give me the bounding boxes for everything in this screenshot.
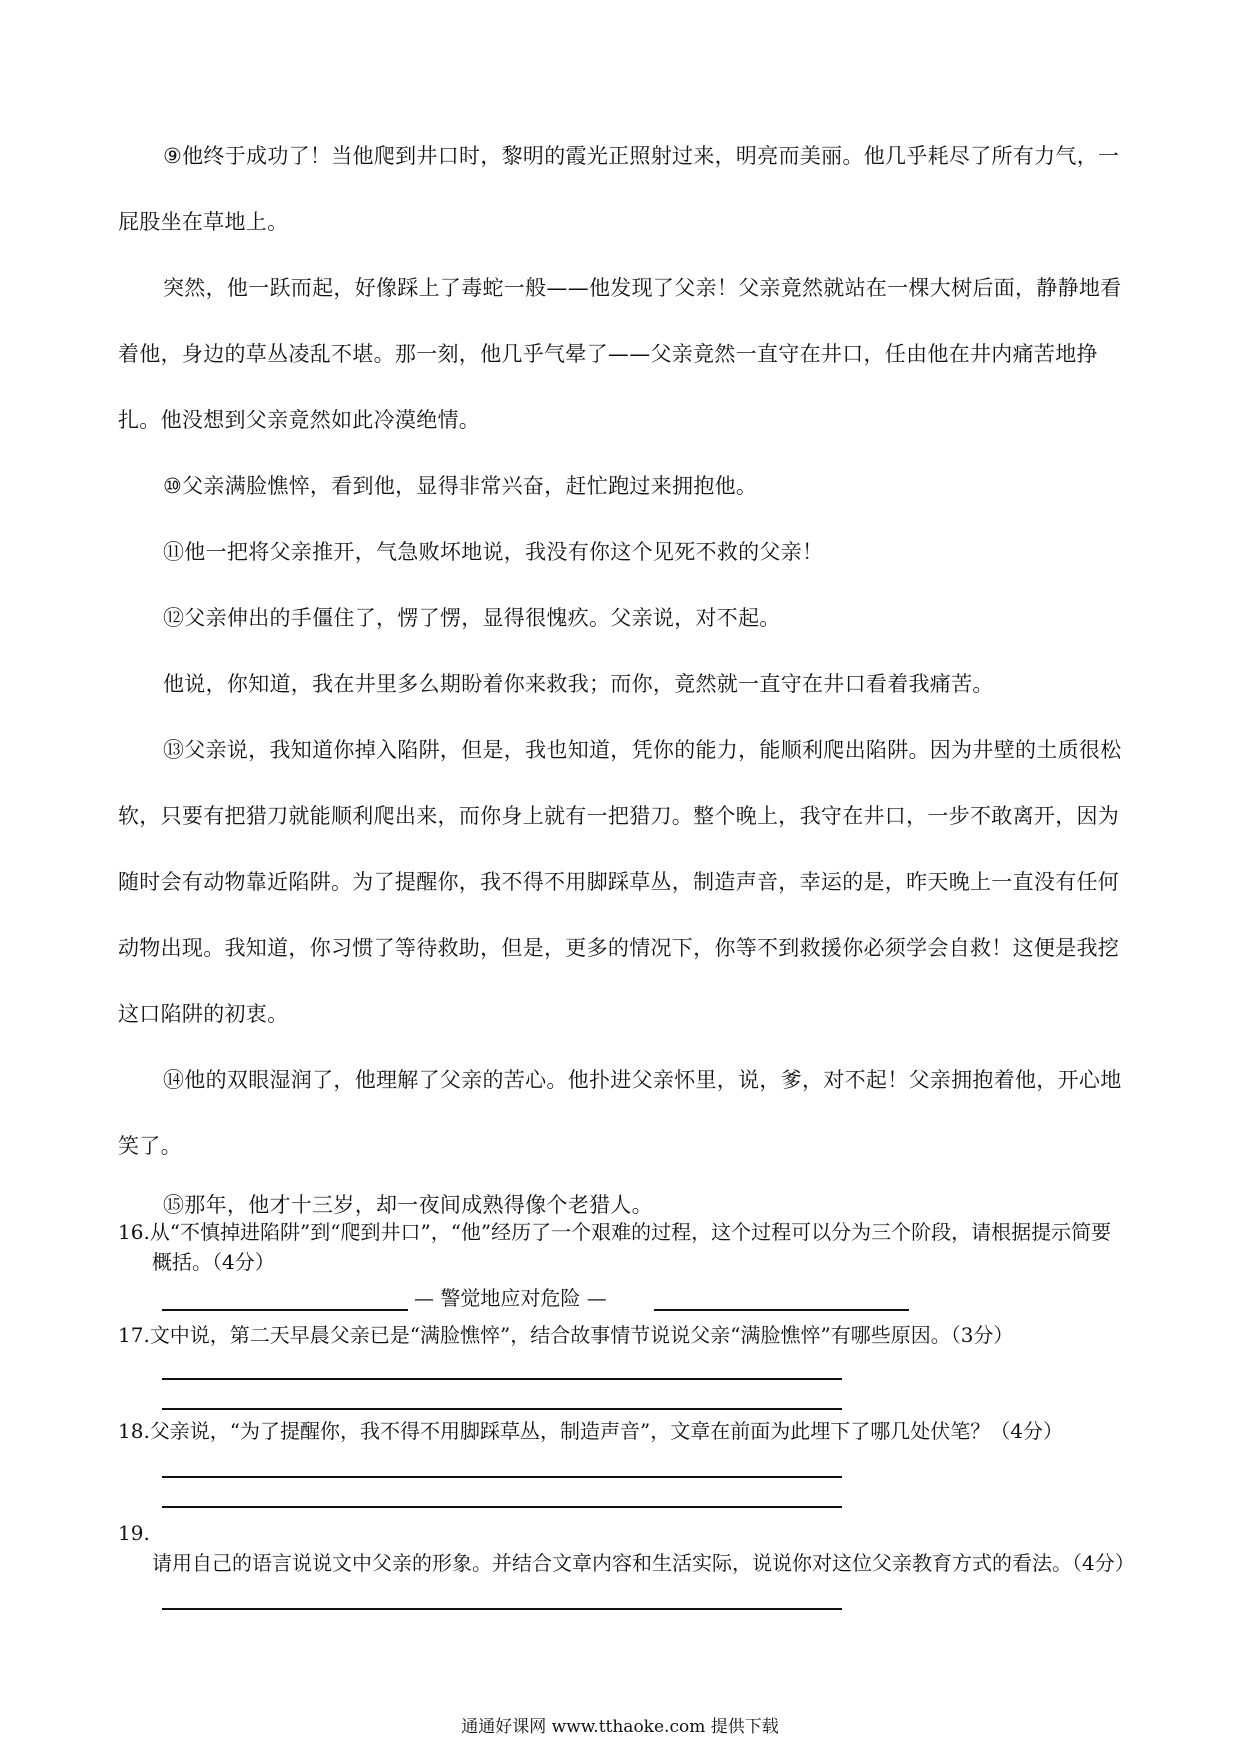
question-number: 17. [118, 1323, 150, 1347]
question-19 [118, 1518, 1135, 1578]
answer-line-16a[interactable] [162, 1309, 408, 1311]
paragraph-13: ⑬父亲说，我知道你掉入陷阱，但是，我也知道，凭你的能力，能顺利爬出陷阱。因为井壁的土质很松软，只要有把猎刀就能顺利爬出来，而你身上就有一把猎刀。整个晚上，我守在井口，一步不敢离开，因为随时会有动物靠近陷阱。为了提醒你，我不得不用脚踩草丛，制造声音，幸运的是，昨天晚上一直没有任何动物出现。我知道，你习惯了等待救助，但是，更多的情况下，你等不到救援你必须学会自救！这便是我挖这口陷阱的初衷。 [118, 738, 1122, 1026]
answer-line-18a[interactable] [162, 1476, 842, 1478]
paragraph-15: ⑮那年，他才十三岁，却一夜间成熟得像个老猎人。 [163, 1193, 653, 1217]
question-text: 请用自己的语言说说文中父亲的形象。并结合文章内容和生活实际，说说你对这位父亲教育方式的看法。（4分） [152, 1551, 1135, 1575]
paragraph-10: ⑩父亲满脸憔悴，看到他，显得非常兴奋，赶忙跑过来拥抱他。 [163, 474, 758, 498]
answer-line-17a[interactable] [162, 1378, 842, 1380]
answer-line-19[interactable] [162, 1608, 842, 1610]
paragraph-14: ⑭他的双眼湿润了，他理解了父亲的苦心。他扑进父亲怀里，说，爹，对不起！父亲拥抱着他，开心地笑了。 [118, 1068, 1122, 1158]
question-17 [118, 1320, 1126, 1350]
page-footer: 通通好课网 www.tthaoke.com 提供下载 [461, 1717, 779, 1737]
answer-line-16b[interactable] [654, 1309, 909, 1311]
question-text: 文中说，第二天早晨父亲已是“满脸憔悴”，结合故事情节说说父亲“满脸憔悴”有哪些原因。（3分） [149, 1323, 1014, 1347]
answer-line-17b[interactable] [162, 1408, 842, 1410]
reading-passage [118, 123, 1126, 1231]
paragraph-9-continued: 突然，他一跃而起，好像踩上了毒蛇一般——他发现了父亲！父亲竟然就站在一棵大树后面，静静地看着他，身边的草丛凌乱不堪。那一刻，他几乎气晕了——父亲竟然一直守在井口，任由他在井内痛苦地挣扎。他没想到父亲竟然如此冷漠绝情。 [118, 276, 1122, 432]
answer-line-18b[interactable] [162, 1506, 842, 1508]
question-number: 19. [118, 1521, 150, 1545]
paragraph-11: ⑪他一把将父亲推开，气急败坏地说，我没有你这个见死不救的父亲！ [163, 540, 824, 564]
question-18 [118, 1416, 1126, 1446]
question-number: 18. [118, 1419, 150, 1443]
question-text: 父亲说，“为了提醒你，我不得不用脚踩草丛，制造声音”，文章在前面为此埋下了哪几处伏笔？（4分） [149, 1419, 1063, 1443]
paragraph-12-continued: 他说，你知道，我在井里多么期盼着你来救我；而你，竟然就一直守在井口看着我痛苦。 [163, 672, 994, 696]
paragraph-9: ⑨他终于成功了！当他爬到井口时，黎明的霞光正照射过来，明亮而美丽。他几乎耗尽了所有力气，一屁股坐在草地上。 [118, 144, 1120, 234]
stage-hint: — 警觉地应对危险 — [414, 1286, 607, 1310]
question-number: 16. [118, 1220, 150, 1244]
question-text: 从“不慎掉进陷阱”到“爬到井口”，“他”经历了一个艰难的过程，这个过程可以分为三个阶段，请根据提示简要概括。（4分） [149, 1220, 1112, 1274]
question-16 [118, 1217, 1126, 1277]
paragraph-12: ⑫父亲伸出的手僵住了，愣了愣，显得很愧疚。父亲说，对不起。 [163, 606, 781, 630]
